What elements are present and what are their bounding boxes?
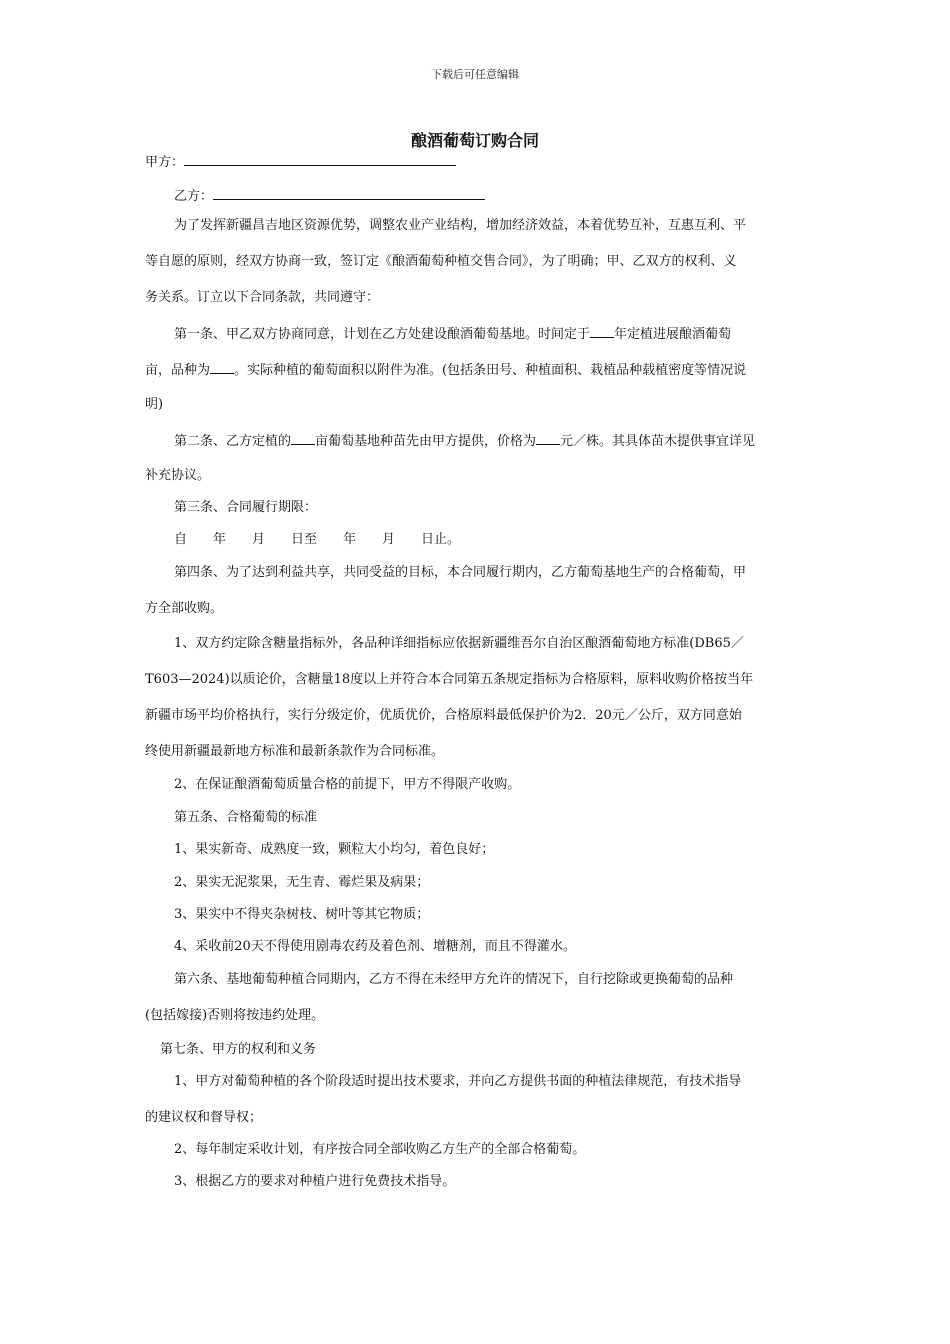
contract-term-line: 自 年 月 日至 年 月 日止。	[174, 532, 461, 547]
year-blank[interactable]	[590, 325, 614, 338]
text-span: 元／株。其具体苗木提供事宜详见	[560, 434, 756, 449]
party-b-line	[174, 187, 485, 205]
list-item: 3、果实中不得夹杂树枝、树叶等其它物质；	[174, 907, 430, 922]
list-item: 2、每年制定采收计划，有序按合同全部收购乙方生产的全部合格葡萄。	[174, 1142, 586, 1157]
paragraph-line: (包括嫁接)否则将按违约处理。	[145, 1008, 325, 1023]
article-3-heading: 第三条、合同履行期限：	[174, 500, 318, 515]
paragraph-line: 终使用新疆最新地方标准和最新条款作为合同标准。	[145, 744, 445, 759]
article-1-line	[174, 325, 731, 343]
paragraph-line: 2、在保证酿酒葡萄质量合格的前提下，甲方不得限产收购。	[174, 777, 521, 792]
party-a-blank[interactable]	[184, 153, 456, 166]
paragraph-line: T603—2024)以质论价，含糖量18度以上并符合本合同第五条规定指标为合格原料，原料收购价格按当年	[145, 672, 754, 687]
list-item: 1、果实新奇、成熟度一致，颗粒大小均匀，着色良好；	[174, 842, 495, 857]
paragraph-line: 明)	[145, 397, 164, 412]
party-a-line	[145, 153, 456, 171]
article-1-line	[145, 361, 746, 379]
paragraph-line: 的建议权和督导权；	[145, 1110, 263, 1125]
paragraph-line: 1、甲方对葡萄种植的各个阶段适时提出技术要求，并向乙方提供书面的种植法律规范，有技术指导	[174, 1074, 742, 1089]
paragraph-line: 补充协议。	[145, 468, 211, 483]
text-span: 第二条、乙方定植的	[174, 434, 292, 449]
acre-blank[interactable]	[291, 432, 315, 445]
text-span: 第一条、甲乙双方协商同意，计划在乙方处建设酿酒葡萄基地。时间定于	[174, 327, 591, 342]
article-5-heading: 第五条、合格葡萄的标准	[174, 810, 318, 825]
article-2-line	[174, 432, 755, 450]
list-item: 4、采收前20天不得使用剧毒农药及着色剂、增糖剂，而且不得灌水。	[174, 939, 576, 954]
party-b-blank[interactable]	[213, 187, 485, 200]
paragraph-line: 第四条、为了达到利益共享，共同受益的目标，本合同履行期内，乙方葡萄基地生产的合格葡萄，甲	[174, 565, 747, 580]
document-title: 酿酒葡萄订购合同	[410, 131, 539, 150]
paragraph-line: 方全部收购。	[145, 601, 224, 616]
paragraph-line: 为了发挥新疆昌吉地区资源优势，调整农业产业结构，增加经济效益，本着优势互补，互惠互利、平	[174, 218, 747, 233]
text-span: 亩葡萄基地种苗先由甲方提供，价格为	[315, 434, 537, 449]
text-span: 。实际种植的葡萄面积以附件为准。(包括条田号、种植面积、栽植品种载植密度等情况说	[234, 363, 747, 378]
page-header-note: 下载后可任意编辑	[431, 68, 519, 81]
paragraph-line: 务关系。订立以下合同条款，共同遵守：	[145, 290, 380, 305]
list-item: 3、根据乙方的要求对种植户进行免费技术指导。	[174, 1174, 456, 1189]
party-b-label: 乙方：	[174, 189, 214, 204]
text-span: 亩，品种为	[145, 363, 211, 378]
price-blank[interactable]	[536, 432, 560, 445]
paragraph-line: 新疆市场平均价格执行，实行分级定价，优质优价，合格原料最低保护价为2．20元／公斤，双方同意始	[145, 708, 742, 723]
paragraph-line: 第六条、基地葡萄种植合同期内，乙方不得在未经甲方允许的情况下，自行挖除或更换葡萄的品种	[174, 972, 734, 987]
paragraph-line: 1、双方约定除含糖量指标外，各品种详细指标应依据新疆维吾尔自治区酿酒葡萄地方标准(DB65／	[174, 636, 744, 651]
list-item: 2、果实无泥浆果，无生青、霉烂果及病果；	[174, 875, 430, 890]
article-7-heading: 第七条、甲方的权利和义务	[160, 1042, 317, 1057]
variety-blank[interactable]	[210, 361, 234, 374]
text-span: 年定植进展酿酒葡萄	[614, 327, 732, 342]
party-a-label: 甲方：	[145, 155, 185, 170]
paragraph-line: 等自愿的原则，经双方协商一致，签订定《酿酒葡萄种植交售合同》，为了明确；甲、乙双方的权利、义	[145, 254, 737, 269]
